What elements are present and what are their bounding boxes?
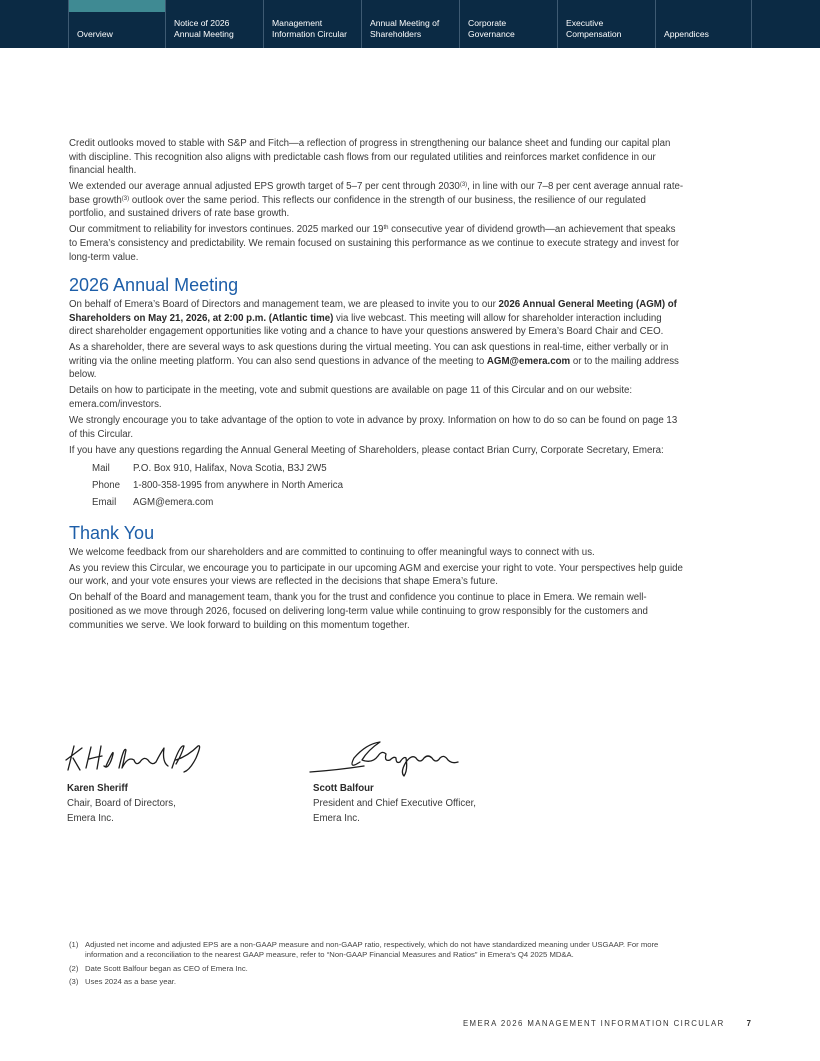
tab-annual-meeting-of-shareholders[interactable] — [362, 0, 460, 48]
tab-label: Corporate Governance — [468, 18, 515, 39]
signatory-organization: Emera Inc. — [67, 813, 114, 824]
contact-value: 1-800-358-1995 from anywhere in North America — [133, 479, 344, 491]
tab-label: Management Information Circular — [272, 18, 347, 39]
contact-row-mail — [92, 460, 684, 477]
tab-executive-compensation[interactable] — [558, 0, 656, 48]
signatory-title: President and Chief Executive Officer, — [313, 798, 476, 809]
letter-body — [69, 137, 684, 635]
tab-label: Executive Compensation — [566, 18, 622, 39]
footnote-text: Uses 2024 as a base year. — [85, 976, 177, 986]
footnotes — [69, 940, 659, 990]
thanks-paragraph-closing: On behalf of the Board and management team, thank you for the trust and confidence you continue to place in Emera. We remain well-positioned as we move through 2026, focused on delivering long-term value while continuing to grow responsibly for the customers and communities we serve. We look forward to building on this momentum together. — [69, 592, 648, 631]
meeting-paragraph-contact: If you have any questions regarding the Annual General Meeting of Shareholders, please contact Brian Curry, Corporate Secretary, Emera: — [69, 444, 664, 456]
tab-overview[interactable] — [68, 0, 166, 48]
intro-paragraph-credit — [69, 137, 684, 178]
paragraph-text: consecutive year of dividend growth—an achievement that speaks to Emera’s consistency and predictability. We remain focused on sustaining this performance as we continue to execute strategy and invest for long-term value. — [69, 224, 680, 263]
paragraph-text: via live webcast. This meeting will allow for shareholder interaction including direct shareholder engagement opportunities like voting and a chance to have your questions answered by Emera’s Board Chair and CEO. — [69, 312, 664, 338]
signatory-organization: Emera Inc. — [313, 813, 360, 824]
signatory-name: Scott Balfour — [313, 783, 374, 794]
tab-appendices[interactable] — [656, 0, 752, 48]
agm-email-link[interactable]: AGM@emera.com — [486, 355, 571, 367]
paragraph-text: We extended our average annual adjusted EPS growth target of 5–7 per cent through 2030 — [69, 181, 460, 193]
footnote-text: Adjusted net income and adjusted EPS are a non-GAAP measure and non-GAAP ratio, respectively, which do not have standardized meaning under USGAAP. For more information and a reconciliation to the nearest GAAP measure, refer to “Non-GAAP Financial Measures and Ratios” in Emera’s Q4 2025 MD&A. — [85, 940, 659, 960]
footnote-2 — [69, 964, 659, 974]
page-footer — [463, 1019, 751, 1028]
tab-label: Annual Meeting of Shareholders — [370, 18, 440, 39]
tab-notice-of-annual-meeting[interactable] — [166, 0, 264, 48]
paragraph-text: outlook over the same period. This reflects our confidence in the strength of our business, the resilience of our regulated portfolio, and sustained drivers of rate base growth. — [69, 194, 646, 220]
paragraph-text: As a shareholder, there are several ways to ask questions during the virtual meeting. You can ask questions in real-time, either verbally or in writing via the online meeting platform. You can also send questions in advance of the meeting to — [69, 342, 669, 367]
intro-paragraph-dividend — [69, 223, 684, 264]
footnote-3 — [69, 977, 659, 987]
top-navigation — [0, 0, 820, 48]
contact-label: Mail — [92, 462, 110, 474]
signatory-name: Karen Sheriff — [67, 783, 128, 794]
paragraph-text: , in line with our 7–8 per cent average annual rate-base growth — [69, 181, 684, 206]
thanks-paragraph-vote: As you review this Circular, we encourage you to participate in our upcoming AGM and exercise your right to vote. Your perspectives help guide our work, and your vote ensures your views are reflected in the decisions that shape Emera’s future. — [69, 562, 683, 588]
footnote-marker: (3) — [69, 976, 79, 986]
meeting-paragraph-details: Details on how to participate in the meeting, vote and submit questions are available on page 11 of this Circular and on our website: emera.com/investors. — [69, 385, 633, 411]
tab-label: Appendices — [664, 29, 709, 39]
contact-list — [92, 460, 684, 512]
meeting-date-emphasis: 2026 Annual General Meeting (AGM) of Shareholders on May 21, 2026, at 2:00 p.m. (Atlantic time) — [69, 299, 677, 324]
thanks-paragraph-feedback: We welcome feedback from our shareholders and are committed to continuing to offer meaningful ways to connect with us. — [69, 546, 595, 558]
contact-label: Phone — [92, 479, 121, 491]
footnote-ref: (3) — [459, 182, 468, 189]
contact-email-link[interactable]: AGM@emera.com — [133, 497, 214, 509]
footnote-text: Date Scott Balfour began as CEO of Emera Inc. — [85, 963, 248, 973]
contact-row-phone — [92, 477, 684, 494]
meeting-paragraph-invite — [69, 298, 684, 339]
section-heading-annual-meeting: 2026 Annual Meeting — [69, 275, 239, 296]
paragraph-text: or to the mailing address below. — [69, 355, 679, 381]
page-number: 7 — [746, 1019, 751, 1028]
tab-corporate-governance[interactable] — [460, 0, 558, 48]
contact-row-email — [92, 494, 684, 511]
contact-label: Email — [92, 497, 117, 509]
section-heading-thank-you: Thank You — [69, 522, 155, 543]
intro-paragraph-eps — [69, 180, 684, 221]
paragraph-text: On behalf of Emera’s Board of Directors and management team, we are pleased to invite you to our — [69, 299, 499, 311]
signatory-block-ceo — [313, 781, 476, 826]
meeting-paragraph-questions — [69, 341, 684, 382]
paragraph-text: Credit outlooks moved to stable with S&P and Fitch—a reflection of progress in strengthening our balance sheet and funding our capital plan with discipline. This recognition also aligns with predictable cash flows from our regulated utilities and reinforces market confidence in our financial health. — [69, 138, 671, 177]
tab-label: Notice of 2026 Annual Meeting — [174, 18, 234, 39]
footnote-ref: (3) — [121, 195, 130, 202]
signatory-title: Chair, Board of Directors, — [67, 798, 176, 809]
contact-value: P.O. Box 910, Halifax, Nova Scotia, B3J 2W5 — [133, 462, 327, 474]
document-title: EMERA 2026 MANAGEMENT INFORMATION CIRCULAR — [462, 1019, 725, 1028]
paragraph-text: Our commitment to reliability for investors continues. 2025 marked our 19 — [69, 224, 384, 236]
footnote-marker: (2) — [69, 963, 79, 973]
footnote-marker: (1) — [69, 940, 79, 949]
tab-label: Overview — [77, 29, 113, 39]
signature-karen-sheriff — [64, 738, 214, 778]
signatory-block-chair — [67, 781, 176, 826]
meeting-paragraph-proxy: We strongly encourage you to take advantage of the option to vote in advance by proxy. Information on how to do so can be found on page 13 of this Circular. — [69, 415, 678, 440]
footnote-1 — [69, 940, 659, 961]
ordinal-suffix: th — [383, 225, 389, 232]
signature-scott-balfour — [308, 736, 468, 778]
tab-management-information-circular[interactable] — [264, 0, 362, 48]
